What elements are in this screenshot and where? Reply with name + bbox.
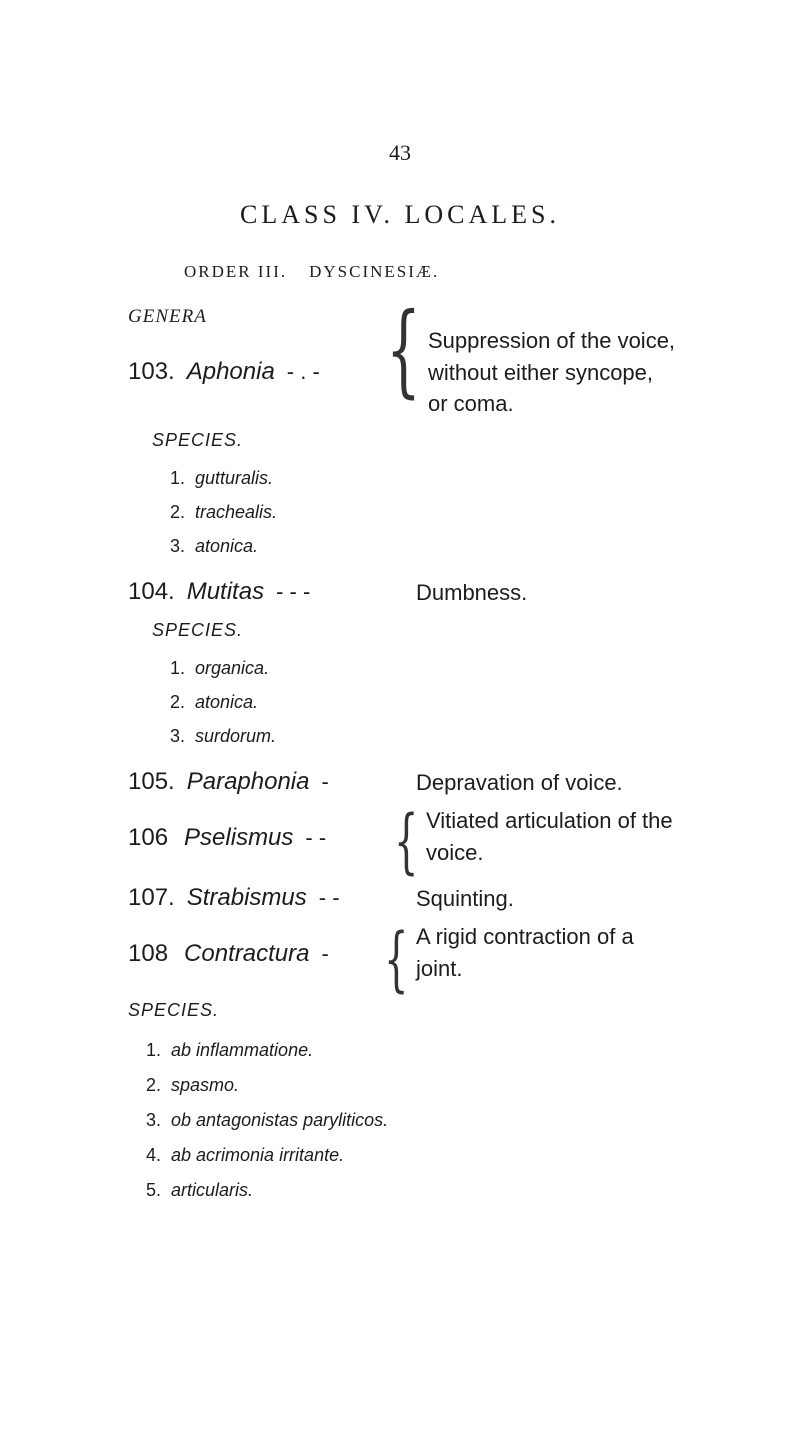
genus-description-line: Suppression of the voice, [428,328,676,353]
genus-entry-contractura [128,940,329,968]
species-item [170,502,277,523]
species-item [170,726,276,747]
species-item [146,1110,388,1131]
species-item [146,1180,253,1201]
species-name: surdorum. [195,726,277,746]
genus-description-line: joint. [416,956,463,981]
species-name: ab acrimonia irritante. [171,1145,345,1165]
genus-number: 103. [128,358,175,385]
species-number: 4. [146,1145,162,1165]
genus-description-line: voice. [426,840,484,865]
genus-number: 107. [128,884,175,911]
genus-name: Aphonia [186,358,275,385]
genus-entry-aphonia [128,358,320,386]
genus-number: 108 [128,940,169,967]
genus-leader: - - - [276,579,311,604]
genus-leader: - [321,941,329,966]
genus-number: 106 [128,824,169,851]
species-name: ob antagonistas paryliticos. [171,1110,389,1130]
species-name: atonica. [195,692,259,712]
genus-name: Mutitas [186,578,265,605]
brace-icon: { [386,291,421,408]
species-name: ab inflammatione. [171,1040,314,1060]
species-number: 1. [146,1040,162,1060]
genus-entry-mutitas [128,578,310,606]
species-name: trachealis. [195,502,278,522]
genus-leader: - [321,769,329,794]
species-item [170,468,273,489]
genus-description-line: Vitiated articulation of the [426,808,673,833]
species-name: atonica. [195,536,259,556]
species-number: 5. [146,1180,162,1200]
species-number: 1. [170,658,186,678]
genus-number: 104. [128,578,175,605]
species-item [170,536,258,557]
species-item [146,1040,313,1061]
species-name: spasmo. [171,1075,240,1095]
species-item [146,1075,239,1096]
genus-entry-pselismus [128,824,326,852]
brace-icon: { [384,918,409,1000]
genus-name: Contractura [184,940,310,967]
genus-leader: - . - [286,359,320,384]
genus-description-line: A rigid contraction of a [416,924,634,949]
species-number: 2. [146,1075,162,1095]
brace-icon: { [394,800,419,882]
genus-description-line: Dumbness. [416,580,528,605]
species-heading: SPECIES. [152,620,244,640]
species-number: 3. [170,536,186,556]
genus-name: Strabismus [186,884,307,911]
species-number: 2. [170,692,186,712]
species-number: 1. [170,468,186,488]
species-number: 3. [146,1110,162,1130]
species-name: organica. [195,658,270,678]
genus-name: Pselismus [184,824,294,851]
class-title: CLASS IV. LOCALES. [239,200,560,229]
genera-heading: GENERA [128,306,207,327]
species-heading: SPECIES. [128,1000,220,1020]
genus-name: Paraphonia [186,768,310,795]
species-item [146,1145,344,1166]
species-number: 2. [170,502,186,522]
order-name: DYSCINESIÆ. [309,262,440,281]
order-label: ORDER III. [184,262,288,281]
species-name: articularis. [171,1180,254,1200]
genus-leader: - - [318,885,340,910]
genus-number: 105. [128,768,175,795]
genus-entry-strabismus [128,884,340,912]
page-number: 43 [389,140,411,165]
species-heading: SPECIES. [152,430,244,450]
species-name: gutturalis. [195,468,274,488]
species-number: 3. [170,726,186,746]
genus-description-line: Depravation of voice. [416,770,623,795]
genus-entry-paraphonia [128,768,329,796]
genus-description-line: or coma. [428,391,514,416]
species-item [170,692,258,713]
species-item [170,658,269,679]
genus-leader: - - [305,825,327,850]
genus-description-line: Squinting. [416,886,514,911]
genus-description-line: without either syncope, [428,360,654,385]
order-heading [184,262,439,282]
